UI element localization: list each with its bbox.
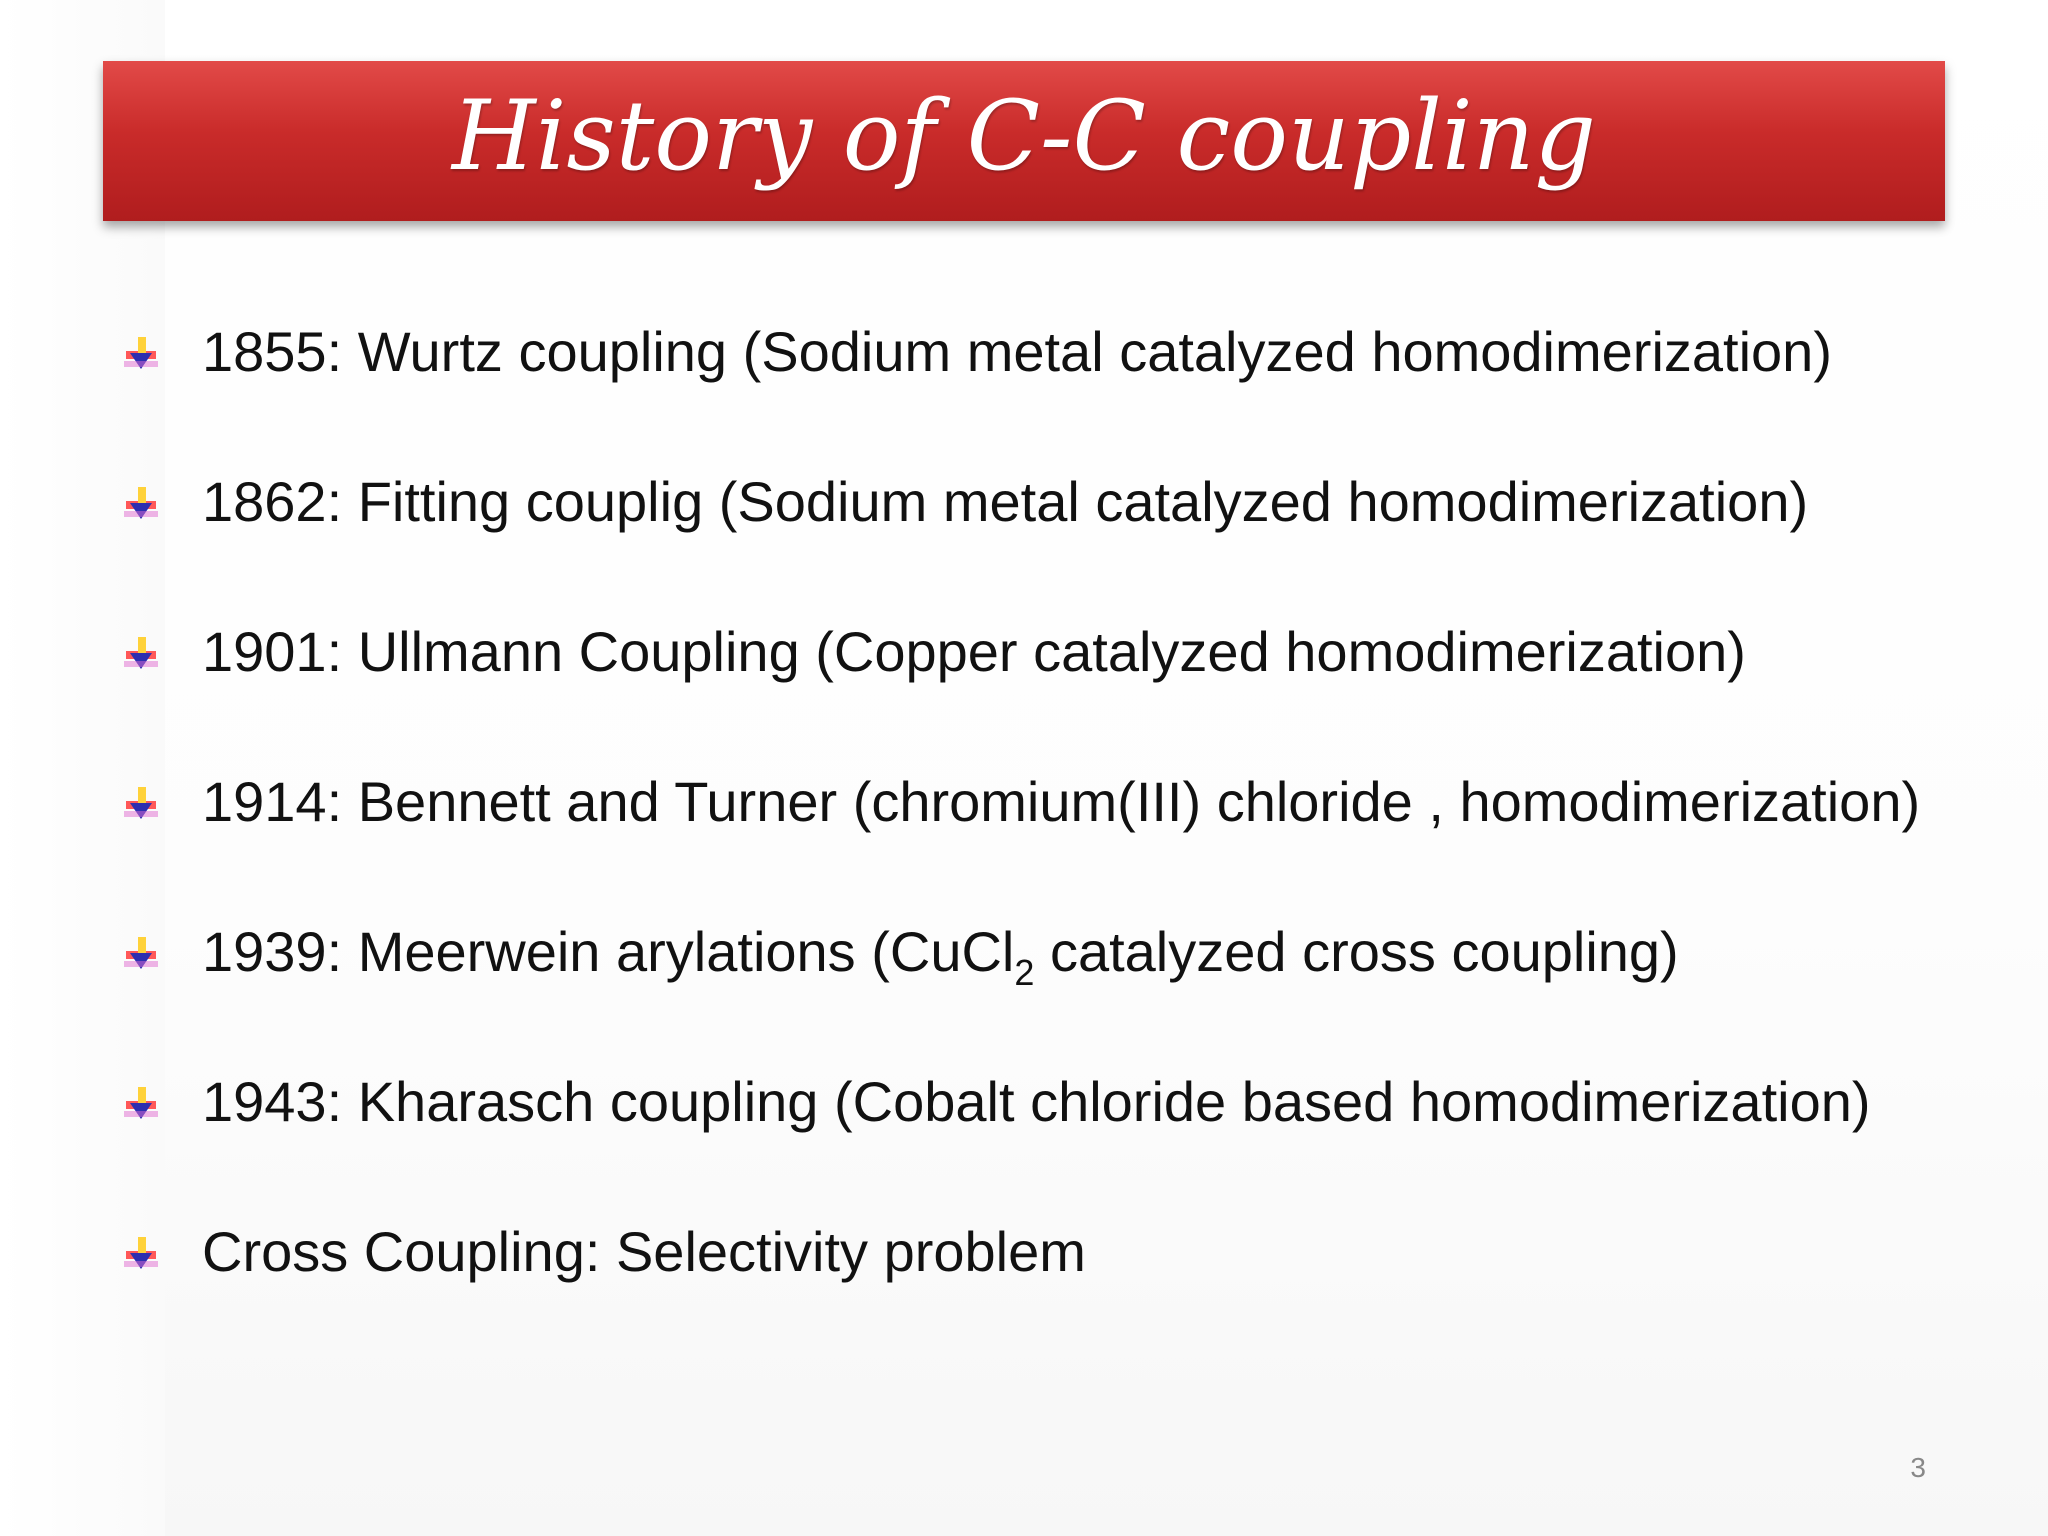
list-item: [120, 912, 1679, 992]
list-item: [120, 612, 1746, 692]
list-item: [120, 762, 1920, 842]
down-arrow-bullet-icon: [120, 781, 162, 823]
down-arrow-bullet-icon: [120, 481, 162, 523]
page-number: 3: [1910, 1452, 1926, 1483]
down-arrow-bullet-icon: [120, 1081, 162, 1123]
list-item: [120, 462, 1808, 542]
bullet-list: [120, 0, 2020, 1400]
down-arrow-bullet-icon: [120, 631, 162, 673]
slide-title: History of C-C coupling: [452, 80, 1596, 192]
bullet-text-part: 1939: Meerwein arylations (CuCl: [202, 920, 1015, 983]
list-item: [120, 1212, 1086, 1292]
down-arrow-bullet-icon: [120, 1231, 162, 1273]
bullet-text: 1943: Kharasch coupling (Cobalt chloride based homodimerization): [202, 1070, 1871, 1133]
list-item: [120, 312, 1832, 392]
bullet-text: Cross Coupling: Selectivity problem: [202, 1220, 1086, 1283]
bullet-text: 1901: Ullmann Coupling (Copper catalyzed homodimerization): [202, 620, 1746, 683]
bullet-text-part: catalyzed cross coupling): [1034, 920, 1679, 983]
subscript: 2: [1014, 952, 1035, 993]
bullet-text: 1862: Fitting couplig (Sodium metal catalyzed homodimerization): [202, 470, 1809, 533]
list-item: [120, 1062, 1871, 1142]
bullet-text: 1855: Wurtz coupling (Sodium metal catalyzed homodimerization): [202, 320, 1832, 383]
bullet-text: 1914: Bennett and Turner (chromium(III) chloride , homodimerization): [202, 770, 1921, 833]
bullet-text: [202, 920, 1679, 993]
down-arrow-bullet-icon: [120, 931, 162, 973]
down-arrow-bullet-icon: [120, 331, 162, 373]
